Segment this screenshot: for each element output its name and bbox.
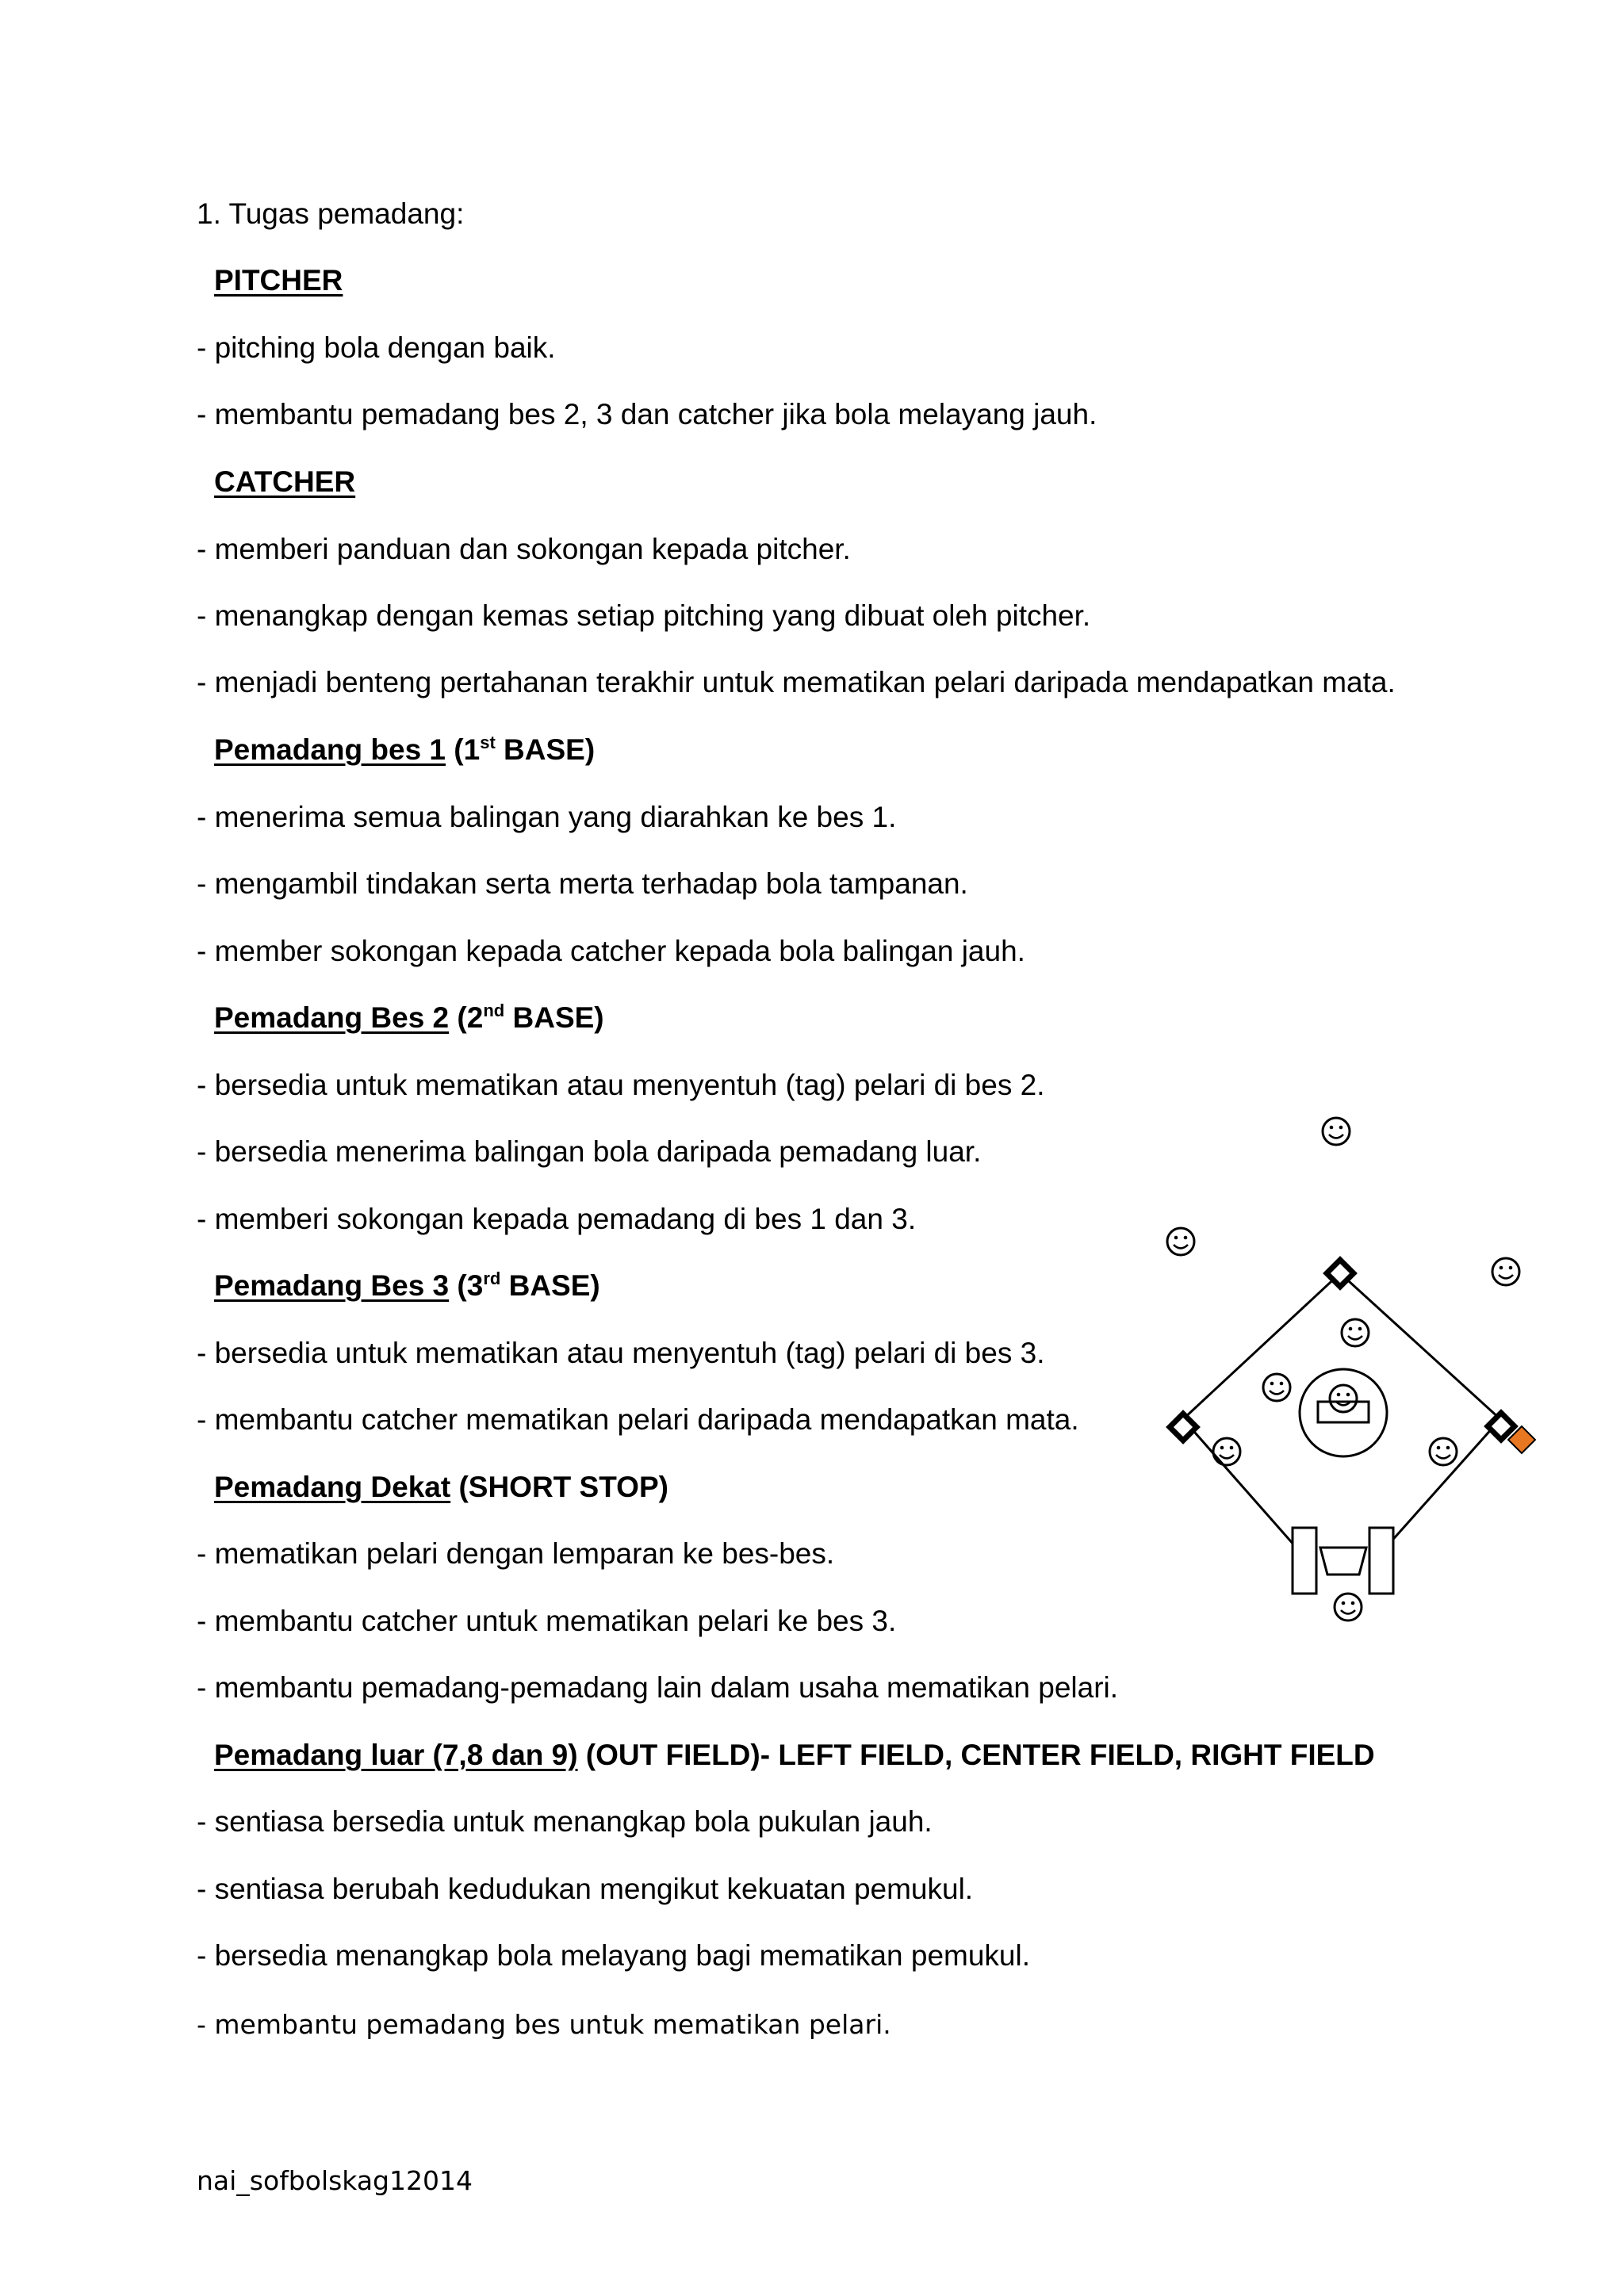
third-baseman-icon bbox=[1213, 1438, 1240, 1465]
list-item: - menerima semua balingan yang diarahkan ke bes 1. bbox=[197, 801, 897, 833]
list-item: - membantu catcher mematikan pelari daripada mendapatkan mata. bbox=[197, 1403, 1079, 1436]
list-item: - sentiasa bersedia untuk menangkap bola pukulan jauh. bbox=[197, 1805, 933, 1838]
list-item: - membantu pemadang bes untuk mematikan pelari. bbox=[197, 2009, 891, 2040]
footer-text: nai_sofbolskag12014 bbox=[197, 2165, 473, 2196]
list-item: - sentiasa berubah kedudukan mengikut kekuatan pemukul. bbox=[197, 1873, 974, 1905]
section-title-catcher: CATCHER bbox=[214, 465, 356, 498]
infield-lines bbox=[1183, 1273, 1500, 1566]
first-baseman-icon bbox=[1430, 1438, 1457, 1465]
list-item: - bersedia untuk mematikan atau menyentuh (tag) pelari di bes 2. bbox=[197, 1069, 1045, 1101]
left-fielder-icon bbox=[1167, 1228, 1194, 1255]
second-baseman-icon bbox=[1342, 1319, 1369, 1346]
list-item: - pitching bola dengan baik. bbox=[197, 331, 556, 364]
section-title-base3: Pemadang Bes 3 (3rd BASE) bbox=[214, 1269, 600, 1302]
catcher-icon bbox=[1335, 1594, 1362, 1621]
section-title-pitcher: PITCHER bbox=[214, 264, 343, 297]
list-item: - memberi panduan dan sokongan kepada pitcher. bbox=[197, 533, 851, 565]
list-item: - menjadi benteng pertahanan terakhir untuk mematikan pelari daripada mendapatkan mata. bbox=[197, 666, 1396, 698]
center-fielder-icon bbox=[1323, 1118, 1350, 1145]
list-item: - memberi sokongan kepada pemadang di bes 1 dan 3. bbox=[197, 1203, 917, 1235]
list-item: - membantu pemadang bes 2, 3 dan catcher jika bola melayang jauh. bbox=[197, 398, 1097, 430]
shortstop-icon bbox=[1263, 1374, 1290, 1401]
list-item: - bersedia menerima balingan bola daripada pemadang luar. bbox=[197, 1135, 982, 1168]
softball-field-diagram bbox=[1142, 1102, 1554, 1641]
list-item: - mematikan pelari dengan lemparan ke bes-bes. bbox=[197, 1537, 835, 1570]
third-base-icon bbox=[1170, 1414, 1197, 1441]
list-item: - mengambil tindakan serta merta terhadap bola tampanan. bbox=[197, 867, 968, 900]
list-item: - membantu catcher untuk mematikan pelari ke bes 3. bbox=[197, 1605, 897, 1637]
section-title-shortstop: Pemadang Dekat (SHORT STOP) bbox=[214, 1471, 668, 1503]
pitcher-icon bbox=[1330, 1385, 1357, 1412]
list-item: - membantu pemadang-pemadang lain dalam usaha mematikan pelari. bbox=[197, 1671, 1119, 1704]
list-item: - bersedia untuk mematikan atau menyentuh (tag) pelari di bes 3. bbox=[197, 1337, 1045, 1369]
right-fielder-icon bbox=[1492, 1258, 1519, 1285]
section-title-base2: Pemadang Bes 2 (2nd BASE) bbox=[214, 1001, 604, 1034]
first-base-icon bbox=[1488, 1413, 1515, 1440]
intro-heading: 1. Tugas pemadang: bbox=[197, 197, 465, 230]
home-plate-area bbox=[1293, 1528, 1393, 1594]
section-title-base1: Pemadang bes 1 (1st BASE) bbox=[214, 733, 596, 766]
list-item: - menangkap dengan kemas setiap pitching yang dibuat oleh pitcher. bbox=[197, 599, 1091, 632]
section-title-outfield: Pemadang luar (7,8 dan 9) (OUT FIELD)- LEFT FIELD, CENTER FIELD, RIGHT FIELD bbox=[214, 1739, 1375, 1771]
list-item: - member sokongan kepada catcher kepada bola balingan jauh. bbox=[197, 935, 1025, 967]
list-item: - bersedia menangkap bola melayang bagi mematikan pemukul. bbox=[197, 1939, 1030, 1972]
